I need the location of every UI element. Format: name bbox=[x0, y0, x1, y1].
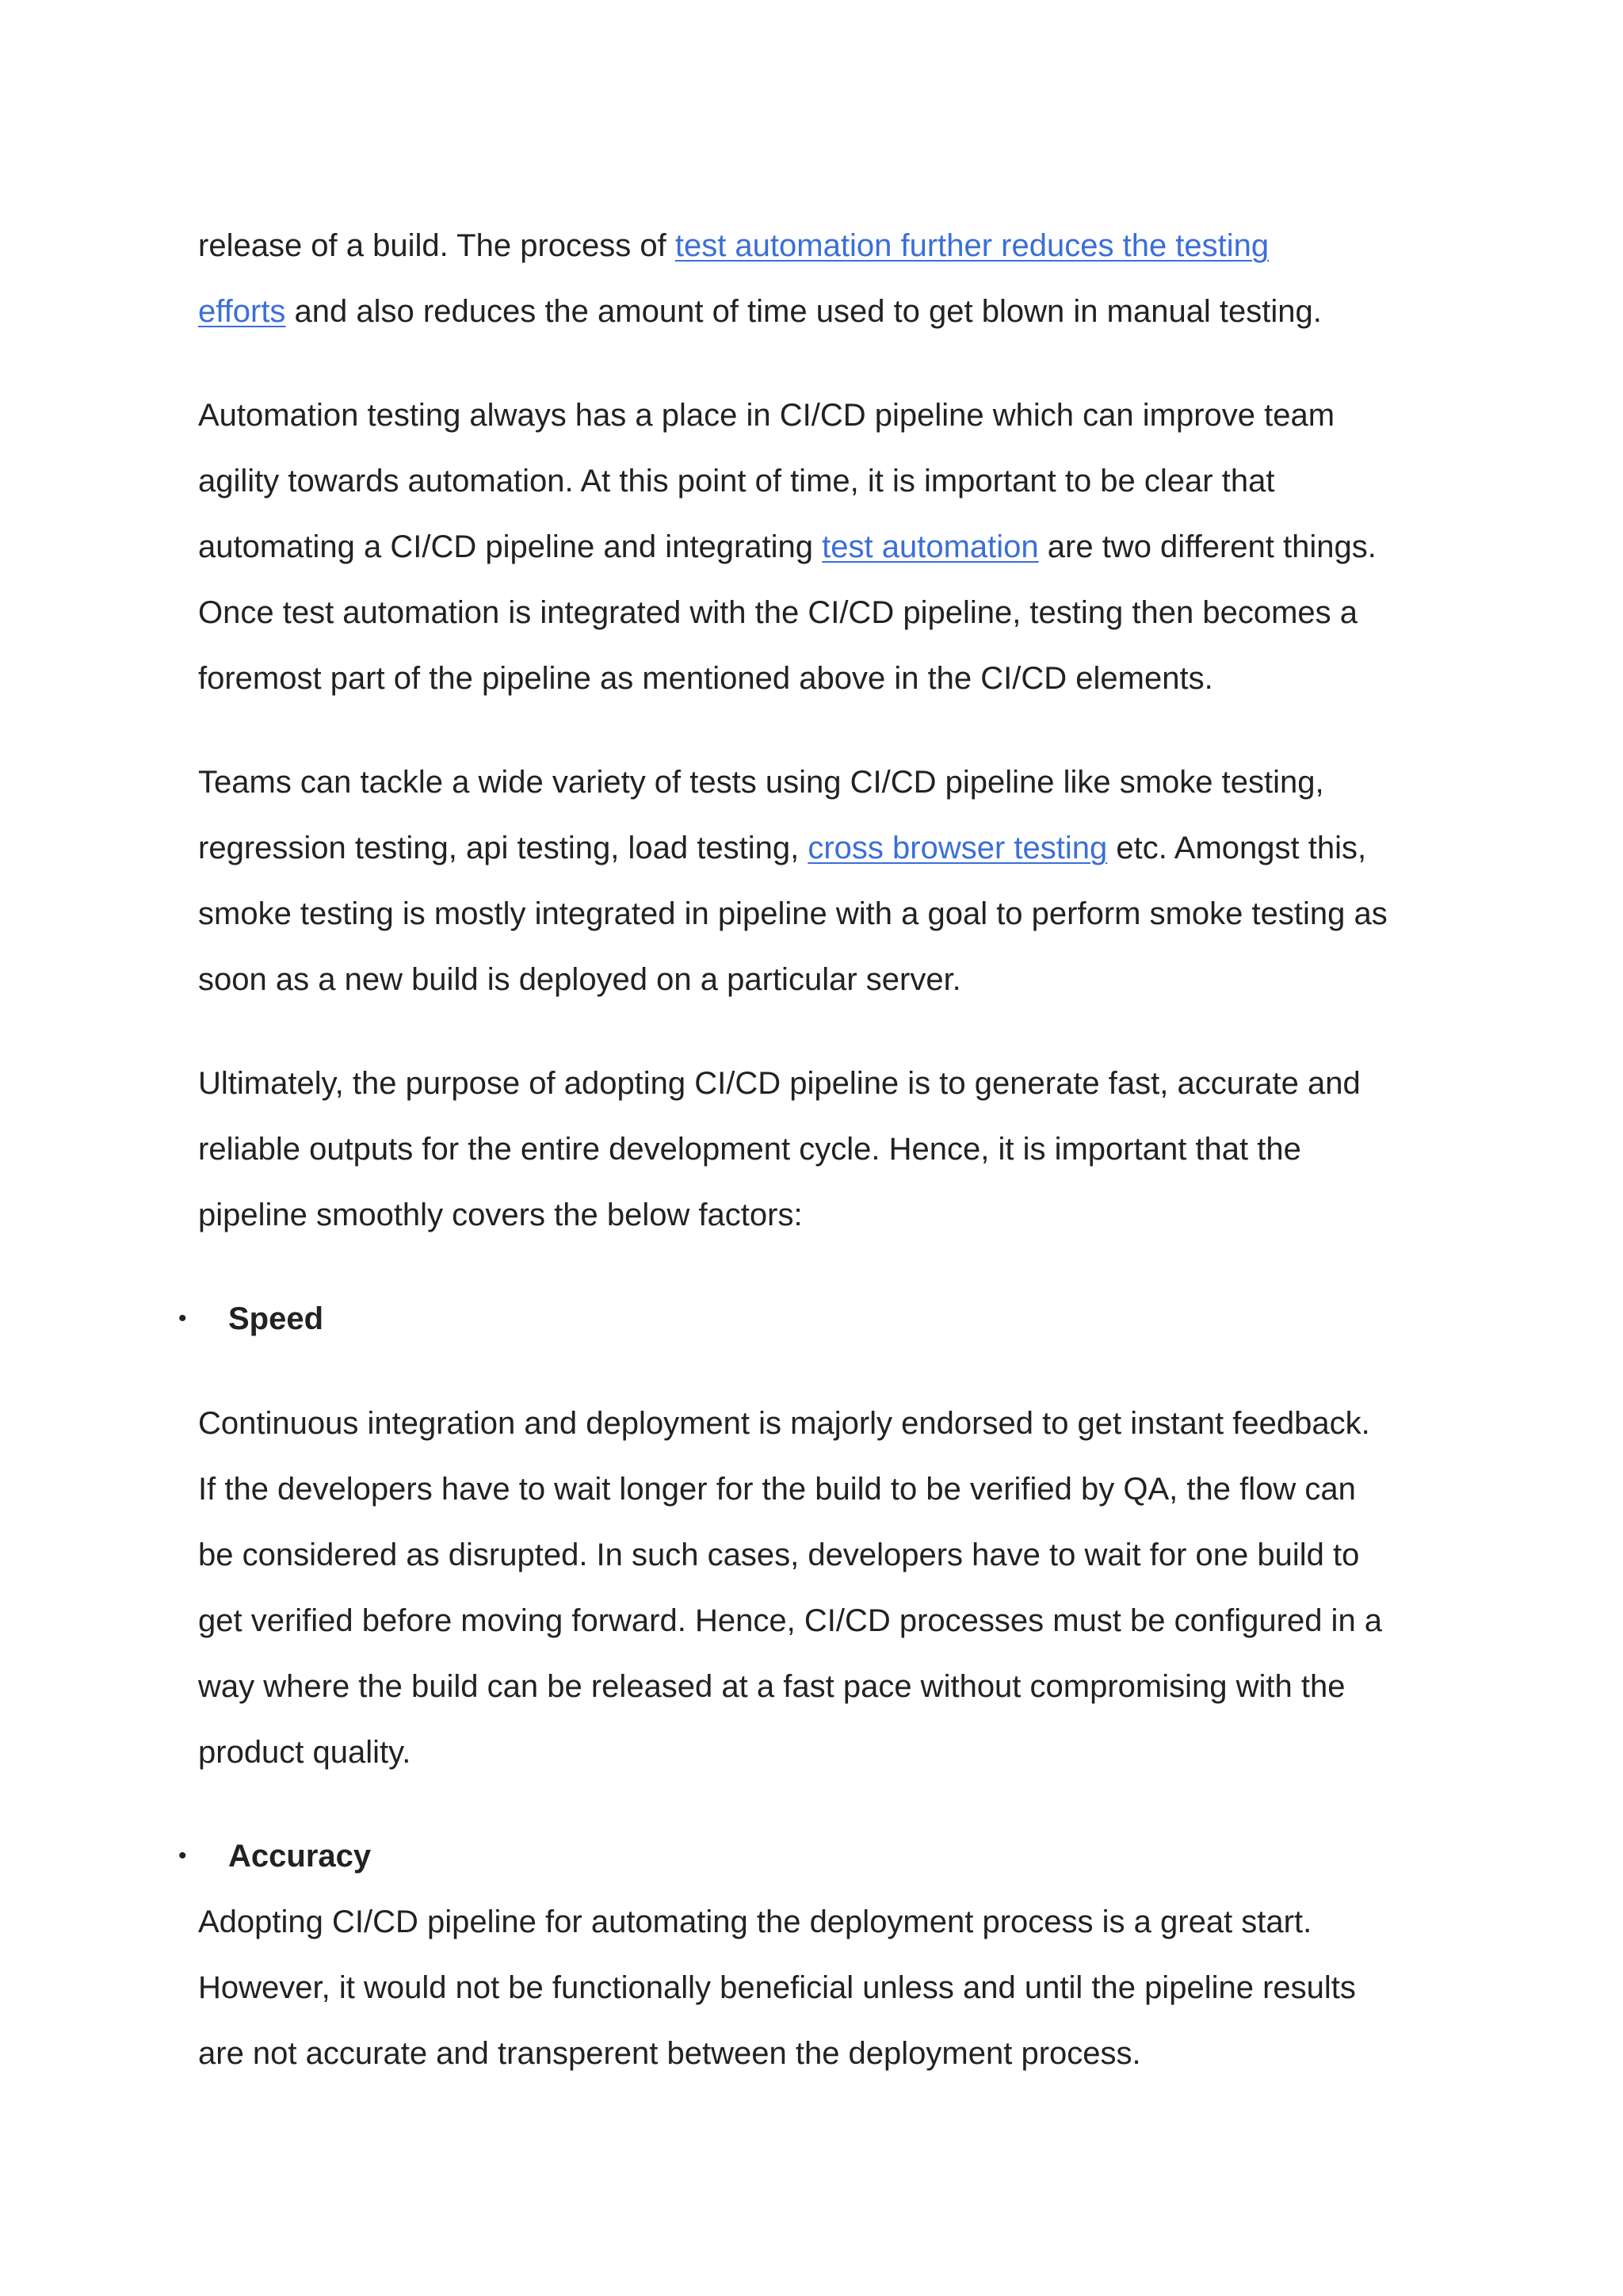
accuracy-line-3: are not accurate and transperent between the deployment process. bbox=[198, 2036, 1141, 2071]
speed-line-1: Continuous integration and deployment is majorly endorsed to get instant feedback. bbox=[198, 1406, 1370, 1441]
p3-line-3: smoke testing is mostly integrated in pipeline with a goal to perform smoke testing as bbox=[198, 896, 1388, 931]
bullet-speed-marker: • bbox=[178, 1305, 187, 1331]
p3-line-2-text-b: etc. Amongst this, bbox=[1107, 831, 1367, 865]
p2-line-2: agility towards automation. At this point of time, it is important to be clear that bbox=[198, 464, 1275, 499]
p1-line-2-text: and also reduces the amount of time used to get blown in manual testing. bbox=[285, 294, 1322, 329]
p4-line-2: reliable outputs for the entire development cycle. Hence, it is important that the bbox=[198, 1132, 1301, 1167]
heading-accuracy: Accuracy bbox=[228, 1839, 372, 1874]
p1-line-1-text: release of a build. The process of bbox=[198, 228, 675, 263]
link-test-automation-reduces-efforts[interactable]: test automation further reduces the testing bbox=[674, 228, 1270, 263]
p3-line-4: soon as a new build is deployed on a particular server. bbox=[198, 962, 961, 997]
p3-line-1: Teams can tackle a wide variety of tests using CI/CD pipeline like smoke testing, bbox=[198, 765, 1324, 800]
p2-line-5: foremost part of the pipeline as mentioned above in the CI/CD elements. bbox=[198, 661, 1213, 696]
p2-line-3-text-b: are two different things. bbox=[1038, 529, 1377, 564]
accuracy-line-2: However, it would not be functionally beneficial unless and until the pipeline results bbox=[198, 1970, 1356, 2005]
p4-line-3: pipeline smoothly covers the below factors: bbox=[198, 1198, 803, 1232]
p2-line-1: Automation testing always has a place in CI/CD pipeline which can improve team bbox=[198, 398, 1335, 433]
p1-line-2 bbox=[198, 292, 1490, 330]
speed-line-3: be considered as disrupted. In such cases, developers have to wait for one build to bbox=[198, 1538, 1360, 1572]
heading-speed: Speed bbox=[228, 1301, 324, 1336]
speed-line-2: If the developers have to wait longer for the build to be verified by QA, the flow can bbox=[198, 1472, 1356, 1507]
bullet-accuracy-marker: • bbox=[178, 1843, 187, 1869]
p4-line-1: Ultimately, the purpose of adopting CI/CD pipeline is to generate fast, accurate and bbox=[198, 1066, 1361, 1101]
p3-line-2-text-a: regression testing, api testing, load testing, bbox=[198, 831, 808, 865]
speed-line-6: product quality. bbox=[198, 1735, 411, 1770]
link-cross-browser-testing[interactable]: cross browser testing bbox=[808, 831, 1108, 865]
p2-line-3-text-a: automating a CI/CD pipeline and integrating bbox=[198, 529, 823, 564]
accuracy-line-1: Adopting CI/CD pipeline for automating the deployment process is a great start. bbox=[198, 1904, 1312, 1939]
p3-line-2 bbox=[198, 829, 1490, 867]
p2-line-3 bbox=[198, 528, 1490, 566]
link-efforts[interactable]: efforts bbox=[198, 294, 286, 329]
p1-line-1 bbox=[198, 227, 1490, 265]
p2-line-4: Once test automation is integrated with the CI/CD pipeline, testing then becomes a bbox=[198, 595, 1358, 630]
speed-line-5: way where the build can be released at a fast pace without compromising with the bbox=[198, 1669, 1346, 1704]
link-test-automation[interactable]: test automation bbox=[822, 529, 1039, 564]
speed-line-4: get verified before moving forward. Hence, CI/CD processes must be configured in a bbox=[198, 1603, 1383, 1638]
